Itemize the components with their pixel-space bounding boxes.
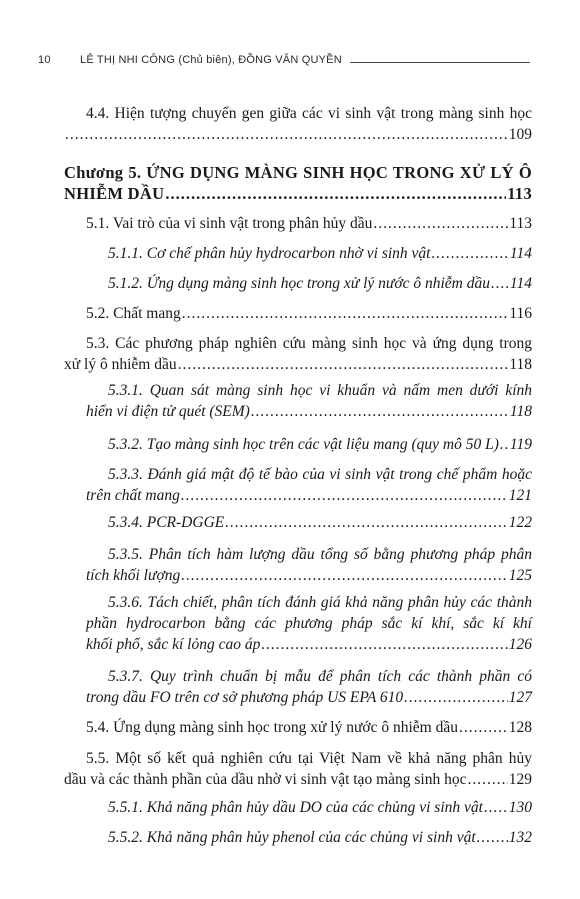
toc-page-number: 126 bbox=[508, 636, 532, 653]
toc-entry bbox=[86, 827, 532, 848]
toc-entry-title: 5.3.4. PCR-DGGE bbox=[108, 514, 225, 531]
toc-entry-row bbox=[86, 512, 532, 533]
dot-leader bbox=[459, 717, 508, 738]
toc-entry-line bbox=[86, 592, 532, 613]
dot-leader bbox=[431, 243, 508, 264]
dot-leader bbox=[491, 273, 509, 294]
toc-page-number: 130 bbox=[508, 799, 532, 816]
toc-page-number: 118 bbox=[509, 356, 532, 373]
toc-entry-row bbox=[86, 827, 532, 848]
toc-entry-title: 5.1.1. Cơ chế phân hủy hydrocarbon nhờ vi sinh vật bbox=[108, 245, 431, 262]
running-header bbox=[38, 46, 530, 66]
toc-page-number: 121 bbox=[508, 487, 532, 504]
toc-page-number: 128 bbox=[508, 719, 532, 736]
toc-entry-text: 5.3. Các phương pháp nghiên cứu màng sinh học và ứng dụng trong bbox=[86, 335, 532, 352]
toc-entry bbox=[86, 243, 532, 264]
page-number: 10 bbox=[38, 54, 51, 66]
toc-entry-text: 4.4. Hiện tượng chuyển gen giữa các vi sinh vật trong màng sinh học bbox=[86, 105, 532, 122]
toc-entry bbox=[64, 303, 532, 324]
dot-leader bbox=[225, 512, 508, 533]
toc-entry-title: 5.5.1. Khả năng phân hủy dầu DO của các chủng vi sinh vật bbox=[108, 799, 483, 816]
dot-leader bbox=[404, 687, 508, 708]
dot-leader bbox=[261, 634, 507, 655]
running-title: LÊ THỊ NHI CÔNG (Chủ biên), ĐỒNG VĂN QUYỀN bbox=[80, 54, 342, 66]
toc-entry-text: 5.3.3. Đánh giá mật độ tế bào của vi sinh vật trong chế phẩm hoặc bbox=[108, 466, 532, 483]
toc-entry-row bbox=[86, 687, 532, 708]
toc-page-number: 116 bbox=[509, 305, 532, 322]
toc-entry-row bbox=[86, 434, 532, 455]
toc-entry-title: dầu và các thành phần của dầu nhờ vi sinh vật tạo màng sinh học bbox=[64, 771, 467, 788]
dot-leader bbox=[165, 183, 506, 204]
toc-entry bbox=[86, 380, 532, 422]
toc-entry-line bbox=[86, 613, 532, 634]
toc-page-number: 113 bbox=[509, 215, 532, 232]
dot-leader bbox=[500, 434, 509, 455]
toc-entry-row bbox=[64, 124, 532, 145]
toc-entry-title: 5.1.2. Ứng dụng màng sinh học trong xử lý nước ô nhiễm dầu bbox=[108, 275, 490, 292]
toc-entry-text: 5.3.1. Quan sát màng sinh học vi khuẩn và nấm men dưới kính bbox=[108, 382, 532, 399]
dot-leader bbox=[182, 303, 509, 324]
toc-entry-title: 5.4. Ứng dụng màng sinh học trong xử lý nước ô nhiễm dầu bbox=[86, 719, 458, 736]
toc-entry bbox=[64, 162, 532, 204]
dot-leader bbox=[477, 827, 508, 848]
toc-page-number: 125 bbox=[508, 567, 532, 584]
toc-page-number: 114 bbox=[509, 245, 532, 262]
toc-entry-row bbox=[86, 634, 532, 655]
toc-entry bbox=[64, 103, 532, 145]
toc-entry bbox=[86, 797, 532, 818]
toc-entry bbox=[86, 464, 532, 506]
toc-entry-line bbox=[64, 103, 532, 124]
toc-entry bbox=[86, 544, 532, 586]
toc-entry-row bbox=[64, 354, 532, 375]
toc-entry-row bbox=[86, 401, 532, 422]
toc-entry-line bbox=[64, 333, 532, 354]
toc-entry-row bbox=[64, 769, 532, 790]
header-rule bbox=[350, 62, 530, 63]
toc-entry-title: NHIỄM DẦU bbox=[64, 184, 165, 203]
toc-entry-row bbox=[86, 797, 532, 818]
dot-leader bbox=[251, 401, 509, 422]
toc-entry-row bbox=[86, 485, 532, 506]
dot-leader bbox=[181, 485, 508, 506]
toc-entry-title: 5.3.2. Tạo màng sinh học trên các vật liệu mang (quy mô 50 L) bbox=[108, 436, 499, 453]
toc-entry-line bbox=[64, 162, 532, 183]
toc-page-number: 109 bbox=[508, 126, 532, 143]
dot-leader bbox=[181, 565, 508, 586]
dot-leader bbox=[65, 124, 508, 145]
toc-entry-line bbox=[86, 666, 532, 687]
toc-page-number: 119 bbox=[509, 436, 532, 453]
toc-entry-row bbox=[86, 565, 532, 586]
toc-entry-text: 5.5. Một số kết quả nghiên cứu tại Việt Nam về khả năng phân hủy bbox=[86, 750, 532, 767]
toc-entry bbox=[86, 512, 532, 533]
toc-entry-row bbox=[86, 243, 532, 264]
toc-entry-line bbox=[64, 748, 532, 769]
toc-entry-text: phần hydrocarbon bằng các phương pháp sắc kí khí, sắc kí khí bbox=[86, 615, 532, 632]
toc-entry bbox=[64, 748, 532, 790]
toc-page-number: 113 bbox=[507, 184, 532, 203]
toc-entry-text: 5.3.7. Quy trình chuẩn bị mẫu để phân tích các thành phần có bbox=[108, 668, 532, 685]
dot-leader bbox=[373, 213, 508, 234]
toc-page-number: 114 bbox=[509, 275, 532, 292]
toc-entry-title: trên chất mang bbox=[86, 487, 180, 504]
dot-leader bbox=[467, 769, 507, 790]
toc-page-number: 129 bbox=[508, 771, 532, 788]
toc-page-number: 127 bbox=[508, 689, 532, 706]
toc-entry-title: 5.2. Chất mang bbox=[86, 305, 181, 322]
toc-entry-title: 5.1. Vai trò của vi sinh vật trong phân hủy dầu bbox=[86, 215, 373, 232]
toc-entry-title: 5.5.2. Khả năng phân hủy phenol của các chủng vi sinh vật bbox=[108, 829, 476, 846]
toc-entry bbox=[86, 434, 532, 455]
toc-entry-row bbox=[64, 717, 532, 738]
toc-page-number: 132 bbox=[508, 829, 532, 846]
toc-page-number: 118 bbox=[509, 403, 532, 420]
toc-entry-title: khối phổ, sắc kí lỏng cao áp bbox=[86, 636, 261, 653]
toc-entry-row bbox=[64, 183, 532, 204]
toc-entry-title: hiển vi điện tử quét (SEM) bbox=[86, 403, 250, 420]
toc-entry-line bbox=[86, 544, 532, 565]
toc-entry bbox=[64, 333, 532, 375]
toc-entry-title: trong dầu FO trên cơ sở phương pháp US EPA 610 bbox=[86, 689, 404, 706]
toc-entry-title: xử lý ô nhiễm dầu bbox=[64, 356, 177, 373]
toc-entry-line bbox=[86, 380, 532, 401]
toc-entry-text: 5.3.5. Phân tích hàm lượng dầu tổng số bằng phương pháp phân bbox=[108, 546, 532, 563]
toc-entry bbox=[86, 592, 532, 655]
dot-leader bbox=[178, 354, 509, 375]
toc-entry bbox=[86, 666, 532, 708]
dot-leader bbox=[484, 797, 508, 818]
toc-entry-title: tích khối lượng bbox=[86, 567, 181, 584]
toc-entry-line bbox=[86, 464, 532, 485]
toc-entry bbox=[64, 717, 532, 738]
toc-page-number: 122 bbox=[508, 514, 532, 531]
toc-entry-row bbox=[64, 303, 532, 324]
toc-entry-row bbox=[86, 273, 532, 294]
toc-entry bbox=[64, 213, 532, 234]
toc-entry-row bbox=[64, 213, 532, 234]
toc-entry bbox=[86, 273, 532, 294]
toc-entry-text: 5.3.6. Tách chiết, phân tích đánh giá khả năng phân hủy các thành bbox=[108, 594, 532, 611]
toc-entry-text: Chương 5. ỨNG DỤNG MÀNG SINH HỌC TRONG XỬ LÝ Ô bbox=[64, 163, 532, 182]
